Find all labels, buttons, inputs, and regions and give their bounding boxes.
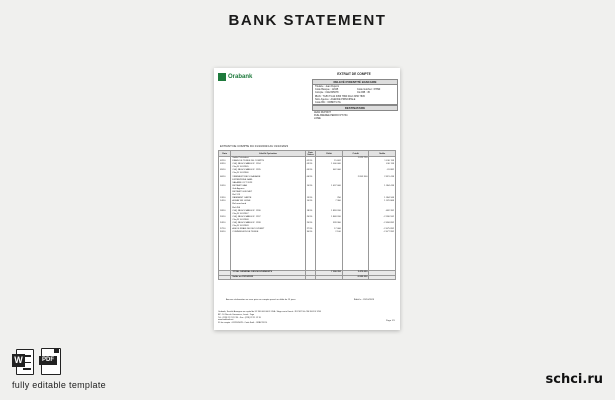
bank-details-title: RELEVÉ D'IDENTITÉ BANCAIRE: [313, 80, 397, 85]
cell-date: 20/10: [219, 216, 231, 219]
cell-debit: 642 000: [316, 169, 343, 172]
cell-label: Ref 123: [231, 194, 305, 197]
cell-value-date: 24/10: [305, 222, 316, 225]
column-header: Débit: [316, 151, 343, 157]
cell-date: 06/10: [219, 176, 231, 179]
cell-label: CHQ NEGOCIABLE N° 1234: [231, 163, 305, 166]
cell-label: Ref marchand: [231, 203, 305, 206]
bank-detail-right: Code Guichet : 67890: [357, 88, 381, 92]
bank-detail-label: Code BIC : ORBKTGTG: [315, 101, 341, 105]
cell-label: VIREMENT RECU SALAIRE: [231, 176, 305, 179]
bank-detail-label: IBAN : TG53 TG12 3456 7890 0112 3456 7845: [315, 94, 365, 98]
recipient-title: DESTINATAIRE: [312, 105, 398, 111]
word-letter: W: [12, 354, 25, 367]
footer-line: Tél : (228) 22 21 12 34 - Fax : (228) 22 21 12 35: [218, 316, 261, 319]
column-header: Crédit: [342, 151, 369, 157]
cell-debit: 17 000: [316, 228, 343, 231]
word-file-icon: [12, 348, 34, 374]
cell-debit: 1 437 000: [316, 185, 343, 188]
cell-balance: 2 821 418: [369, 176, 396, 179]
cell-debit: 1 848 200: [316, 216, 343, 219]
cell-label: ACHAT EN LIGNE: [231, 200, 305, 203]
page-number: Page 1/1: [386, 320, 395, 322]
cell-value-date: 14/10: [305, 200, 316, 203]
bank-details-box: [312, 79, 398, 105]
cell-date: 03/10: [219, 163, 231, 166]
bank-detail-label: Code Banque : 12345: [315, 88, 339, 92]
cell-credit: [342, 234, 369, 271]
cell-debit: 328 300: [316, 222, 343, 225]
bank-detail-row: [313, 101, 397, 104]
cell-label: Chq N° 0012347: [231, 213, 305, 216]
statement-title: EXTRAIT DE COMPTE: [337, 72, 371, 76]
cell-label: SALAIRE OCT 2023: [231, 182, 305, 185]
total-label: Solde au 31/10/2023: [231, 275, 305, 279]
footer-line: Orabank, Société Anonyme au capital de 91 390 000 000 F CFA - Siège social Lomé - RCCM TG-LOM 2001 B 1234: [218, 311, 321, 313]
statement-period: EXTRAIT DE COMPTE DU 01/10/2023 AU 31/10/2023: [220, 144, 289, 148]
footer-line: N° de compte : 0112345678 - Code Swift : ORBKTGTG: [218, 322, 268, 325]
cell-label: Chq N° 0012346: [231, 172, 305, 175]
cell-balance: [369, 275, 396, 279]
cell-value-date: 20/10: [305, 216, 316, 219]
cell-debit: 250: [316, 197, 343, 200]
cell-value-date: [305, 234, 316, 271]
cell-date: 27/10: [219, 228, 231, 231]
cell-balance: -2 330 532: [369, 216, 396, 219]
cell-balance: -482 332: [369, 210, 396, 213]
cell-debit: 2 100: [316, 231, 343, 234]
cell-balance: -2 658 832: [369, 222, 396, 225]
cell-label: PAIEMENT CARTE: [231, 197, 305, 200]
cell-label: Solde Précédent: [231, 157, 305, 161]
bank-details-rows: [313, 85, 397, 104]
cell-value-date: 13/10: [305, 197, 316, 200]
cell-credit: 2 853 300: [342, 176, 369, 179]
bank-detail-label: Titulaire : Jean Dupont: [315, 85, 339, 88]
cell-balance: -31 882: [369, 169, 396, 172]
cell-label: CHQ NEGOCIABLE N° 1237: [231, 216, 305, 219]
bank-name: Orabank: [228, 74, 253, 80]
cell-label: [231, 234, 305, 271]
column-header: Libellé Opération: [231, 151, 305, 157]
pdf-label: PDF: [39, 356, 57, 365]
cell-label: Chq N° 0012345: [231, 166, 305, 169]
bank-detail-label: Compte : 0112345678: [315, 91, 339, 95]
cell-label: CHQ NEGOCIABLE N° 1235: [231, 169, 305, 172]
total-label: TOTAL GENERAL DES MOUVEMENTS: [231, 271, 305, 275]
site-name: schci.ru: [545, 372, 603, 387]
cell-date: 14/10: [219, 200, 231, 203]
cell-credit: 1 625 720: [342, 157, 369, 161]
total-credit: -3 829 332: [342, 275, 369, 279]
cell-balance: 610 118: [369, 163, 396, 166]
cell-balance: -2 677 932: [369, 231, 396, 234]
cell-value-date: 30/10: [305, 231, 316, 234]
total-debit: 7 308 352: [316, 271, 343, 275]
table-body: [219, 157, 396, 280]
cell-debit: [316, 234, 343, 271]
recipient-line: RUE AMEDEE PEDRO N°6734: [314, 114, 348, 118]
cell-label: Chq N° 0012349: [231, 225, 305, 228]
cell-label: Chq N° 0012348: [231, 219, 305, 222]
cell-date: 30/10: [219, 231, 231, 234]
bank-detail-right: Clé RIB : 45: [357, 91, 370, 95]
cell-value-date: 03/10: [305, 163, 316, 166]
cell-label: AGIOS FRAIS DE DECOUVERT: [231, 228, 305, 231]
cell-balance: 1 376 868: [369, 200, 396, 203]
cell-balance: 1 384 418: [369, 185, 396, 188]
cell-balance: 1 610 118: [369, 160, 396, 163]
cell-label: CHQ NEGOCIABLE N° 1238: [231, 222, 305, 225]
total-row: [219, 275, 396, 279]
cell-value-date: 02/10: [305, 160, 316, 163]
transactions-table: [218, 150, 396, 280]
edit-date: Édité le : 31/10/2023: [354, 299, 375, 301]
cell-label: COMMISSION DE TENUE: [231, 231, 305, 234]
bank-detail-label: Nom Agence : AGENCE PRINCIPALE: [315, 97, 356, 101]
statement-document: [214, 68, 400, 330]
file-format-icons: [12, 348, 61, 374]
bank-logo: [218, 73, 252, 81]
recipient-address: [314, 111, 348, 121]
cell-label: RETRAIT GAB: [231, 185, 305, 188]
orabank-logo-icon: [218, 73, 226, 81]
cell-date: 05/10: [219, 169, 231, 172]
cell-value-date: 06/10: [305, 176, 316, 179]
notice-text: Aucune réclamation ne sera prise en compte passé un délai de 15 jours: [226, 299, 296, 301]
column-header: Solde: [369, 151, 396, 157]
cell-label: ENTREPRISE SARL: [231, 179, 305, 182]
cell-date: 02/10: [219, 160, 231, 163]
cell-balance: [369, 234, 396, 271]
cell-debit: 1 000 000: [316, 163, 343, 166]
cell-date: 24/10: [219, 222, 231, 225]
cell-date: [219, 275, 231, 279]
cell-value-date: [305, 275, 316, 279]
cell-debit: 15 602: [316, 160, 343, 163]
cell-balance: -2 675 832: [369, 228, 396, 231]
cell-debit: 1 859 200: [316, 210, 343, 213]
cell-balance: 1 384 168: [369, 197, 396, 200]
cell-date: [219, 234, 231, 271]
cell-debit: 7 300: [316, 200, 343, 203]
pdf-file-icon: [39, 348, 61, 374]
cell-date: 13/10: [219, 197, 231, 200]
cell-date: 18/10: [219, 210, 231, 213]
cell-label: RETRAIT GUICHET: [231, 191, 305, 194]
recipient-line: JEAN DUPONT: [314, 111, 331, 114]
total-credit: 3 479 020: [342, 271, 369, 275]
column-header: Date Valeur: [305, 151, 316, 157]
cell-value-date: 18/10: [305, 210, 316, 213]
page-title: BANK STATEMENT: [228, 12, 387, 29]
cell-label: Gab Agence: [231, 188, 305, 191]
cell-value-date: 10/10: [305, 185, 316, 188]
document-footer: [218, 311, 321, 325]
footer-line: BP : 16 Rue du Commerce, Lomé - Togo: [218, 313, 255, 316]
cell-label: CHQ NEGOCIABLE N° 1236: [231, 210, 305, 213]
cell-date: 10/10: [219, 185, 231, 188]
table-row: [219, 234, 396, 271]
footer-line: www.orabank.net: [218, 319, 234, 322]
total-debit: [316, 275, 343, 279]
cell-label: FRAIS DE TENUE DE COMPTE: [231, 160, 305, 163]
editable-caption: fully editable template: [12, 380, 106, 390]
recipient-line: LOME: [314, 117, 321, 121]
cell-label: Ref 456: [231, 207, 305, 210]
cell-value-date: 27/10: [305, 228, 316, 231]
cell-value-date: 05/10: [305, 169, 316, 172]
column-header: Date: [219, 151, 231, 157]
